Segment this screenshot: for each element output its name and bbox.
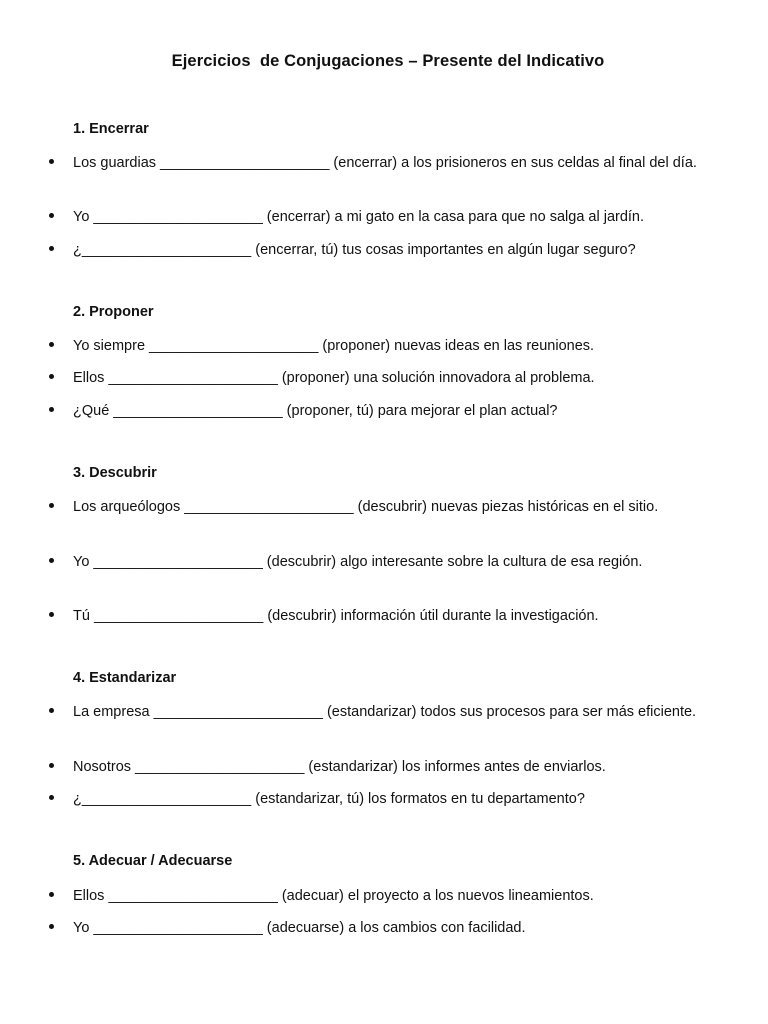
exercise-sentence: Yo _____________________ (adecuarse) a los cambios con facilidad. bbox=[73, 920, 526, 936]
bullet-icon bbox=[49, 342, 54, 347]
bullet-icon bbox=[49, 503, 54, 508]
bullet-icon bbox=[49, 795, 54, 800]
exercise-sentence: ¿_____________________ (estandarizar, tú) los formatos en tu departamento? bbox=[73, 791, 585, 807]
exercise-sentence: Ellos _____________________ (adecuar) el proyecto a los nuevos lineamientos. bbox=[73, 888, 594, 904]
exercise-sentence: Nosotros _____________________ (estandarizar) los informes antes de enviarlos. bbox=[73, 759, 606, 775]
exercise-sentence: Los guardias _____________________ (encerrar) a los prisioneros en sus celdas al final del día. bbox=[73, 155, 697, 171]
bullet-icon bbox=[49, 924, 54, 929]
exercise-sentence: La empresa _____________________ (estandarizar) todos sus procesos para ser más eficiente. bbox=[73, 704, 697, 720]
section-heading: 2. Proponer bbox=[73, 304, 154, 320]
bullet-icon bbox=[49, 558, 54, 563]
bullet-icon bbox=[49, 159, 54, 164]
page-title: Ejercicios de Conjugaciones – Presente del Indicativo bbox=[171, 52, 605, 70]
bullet-icon bbox=[49, 374, 54, 379]
bullet-icon bbox=[49, 246, 54, 251]
bullet-icon bbox=[49, 892, 54, 897]
exercise-sentence: Ellos _____________________ (proponer) una solución innovadora al problema. bbox=[73, 370, 595, 386]
exercise-sentence: Yo _____________________ (encerrar) a mi gato en la casa para que no salga al jardín. bbox=[73, 209, 645, 225]
bullet-icon bbox=[49, 213, 54, 218]
exercise-sentence: Yo siempre _____________________ (proponer) nuevas ideas en las reuniones. bbox=[73, 338, 595, 354]
exercise-sentence: Tú _____________________ (descubrir) información útil durante la investigación. bbox=[73, 608, 599, 624]
bullet-icon bbox=[49, 708, 54, 713]
exercise-sentence: Yo _____________________ (descubrir) algo interesante sobre la cultura de esa región. bbox=[73, 554, 643, 570]
section-heading: 1. Encerrar bbox=[73, 121, 149, 137]
section-heading: 5. Adecuar / Adecuarse bbox=[73, 853, 233, 869]
bullet-icon bbox=[49, 763, 54, 768]
bullet-icon bbox=[49, 612, 54, 617]
exercise-sentence: ¿_____________________ (encerrar, tú) tus cosas importantes en algún lugar seguro? bbox=[73, 242, 636, 258]
bullet-icon bbox=[49, 407, 54, 412]
section-heading: 3. Descubrir bbox=[73, 465, 157, 481]
section-heading: 4. Estandarizar bbox=[73, 670, 177, 686]
exercise-sentence: Los arqueólogos _____________________ (descubrir) nuevas piezas históricas en el sitio. bbox=[73, 499, 659, 515]
exercise-sentence: ¿Qué _____________________ (proponer, tú) para mejorar el plan actual? bbox=[73, 403, 558, 419]
